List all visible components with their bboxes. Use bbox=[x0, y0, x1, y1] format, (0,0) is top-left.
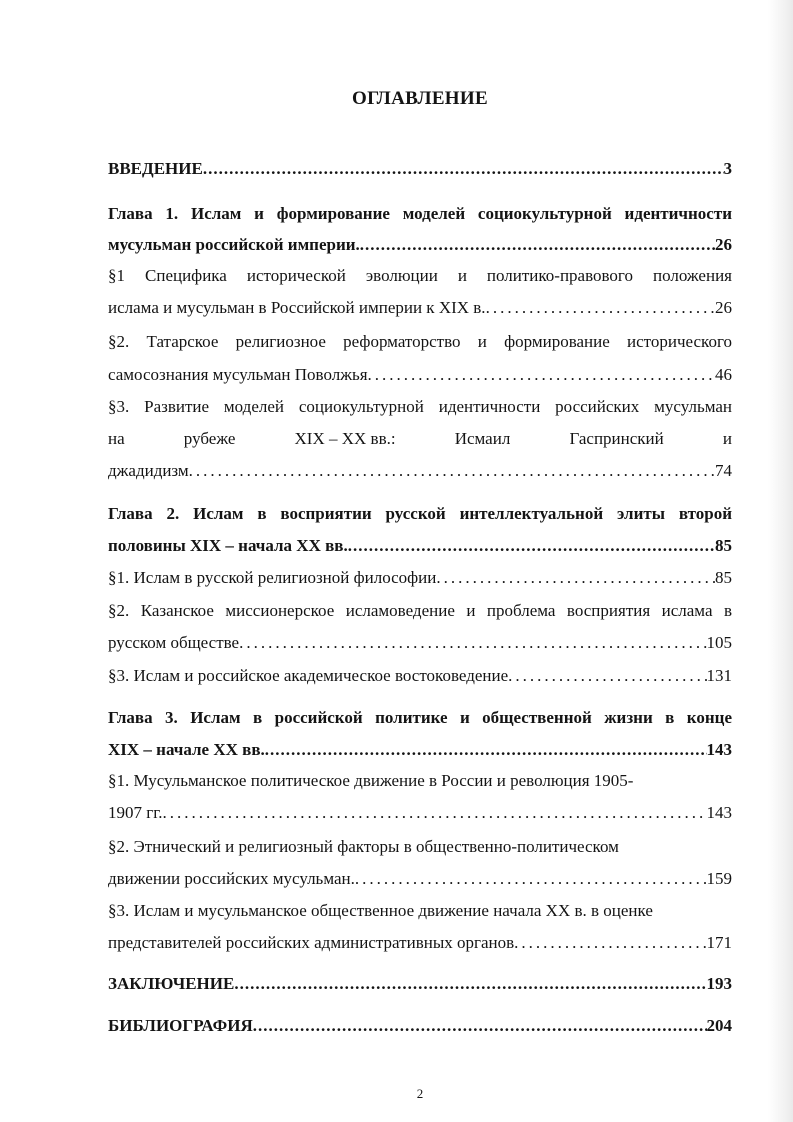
toc-section-2-2-title[interactable]: §2. Казанское миссионерское исламоведение и проблема восприятия ислама в bbox=[108, 601, 732, 620]
dot-leader bbox=[265, 738, 707, 762]
toc-entry-bibliography[interactable] bbox=[108, 1014, 732, 1038]
dot-leader bbox=[514, 931, 706, 955]
dot-leader bbox=[239, 631, 706, 655]
toc-entry-section-2-3[interactable] bbox=[108, 664, 732, 688]
toc-page-number: 26 bbox=[715, 235, 732, 254]
word: рубеже bbox=[183, 429, 236, 448]
dot-leader bbox=[163, 801, 707, 825]
toc-entry-label: самосознания мусульман Поволжья bbox=[108, 365, 368, 384]
word: и bbox=[722, 429, 732, 448]
dot-leader bbox=[348, 534, 715, 558]
word: Исмаил bbox=[454, 429, 511, 448]
toc-entry-introduction[interactable] bbox=[108, 157, 732, 181]
toc-entry-chapter-1[interactable] bbox=[108, 233, 732, 257]
toc-section-3-2-title[interactable]: §2. Этнический и религиозный факторы в общественно-политическом bbox=[108, 837, 619, 856]
dot-leader bbox=[508, 664, 706, 688]
toc-entry-section-3-3[interactable] bbox=[108, 931, 732, 955]
toc-entry-label: §1. Ислам в русской религиозной философии bbox=[108, 568, 437, 587]
scan-edge-shadow bbox=[768, 0, 793, 1122]
toc-entry-section-1-2[interactable] bbox=[108, 363, 732, 387]
toc-entry-section-2-2[interactable] bbox=[108, 631, 732, 655]
toc-entry-label: БИБЛИОГРАФИЯ bbox=[108, 1016, 253, 1035]
toc-entry-section-3-2[interactable] bbox=[108, 867, 732, 891]
toc-entry-label: русском обществе bbox=[108, 633, 240, 652]
toc-page-number: 105 bbox=[706, 633, 732, 652]
toc-page-number: 85 bbox=[715, 568, 732, 587]
toc-chapter-2-title[interactable]: Глава 2. Ислам в восприятии русской интеллектуальной элиты второй bbox=[108, 504, 732, 523]
toc-entry-label: ВВЕДЕНИЕ bbox=[108, 159, 203, 178]
toc-entry-label: ЗАКЛЮЧЕНИЕ bbox=[108, 974, 235, 993]
page-number: 2 bbox=[416, 1086, 424, 1101]
toc-entry-chapter-3[interactable] bbox=[108, 738, 732, 762]
toc-entry-section-3-1[interactable] bbox=[108, 801, 732, 825]
toc-entry-label: 1907 гг. bbox=[108, 803, 163, 822]
toc-entry-section-1-1[interactable] bbox=[108, 296, 732, 320]
toc-page-number: 143 bbox=[706, 803, 732, 822]
toc-page-number: 3 bbox=[723, 159, 732, 178]
dot-leader bbox=[234, 972, 706, 996]
toc-entry-label: половины XIX – начала XX вв. bbox=[108, 536, 348, 555]
toc-entry-label: мусульман российской империи. bbox=[108, 235, 360, 254]
toc-entry-section-2-1[interactable] bbox=[108, 566, 732, 590]
toc-page-number: 26 bbox=[715, 298, 732, 317]
toc-section-1-1-title[interactable]: §1 Специфика исторической эволюции и политико-правового положения bbox=[108, 266, 732, 285]
toc-page-number: 85 bbox=[715, 536, 732, 555]
toc-section-1-3-line-2[interactable] bbox=[108, 427, 732, 451]
word: XIX – XX вв.: bbox=[294, 429, 396, 448]
toc-page-number: 131 bbox=[706, 666, 732, 685]
toc-entry-label: джадидизм bbox=[108, 461, 189, 480]
toc-entry-chapter-2[interactable] bbox=[108, 534, 732, 558]
toc-entry-label: представителей российских административных органов bbox=[108, 933, 515, 952]
toc-page-number: 159 bbox=[706, 869, 732, 888]
dot-leader bbox=[355, 867, 707, 891]
dot-leader bbox=[486, 296, 715, 320]
toc-page-number: 46 bbox=[715, 365, 732, 384]
toc-page-number: 204 bbox=[706, 1016, 732, 1035]
toc-entry-label: §3. Ислам и российское академическое востоковедение bbox=[108, 666, 509, 685]
toc-chapter-1-title[interactable]: Глава 1. Ислам и формирование моделей социокультурной идентичности bbox=[108, 204, 732, 223]
toc-section-3-1-title[interactable]: §1. Мусульманское политическое движение в России и революция 1905- bbox=[108, 771, 634, 790]
toc-chapter-3-title[interactable]: Глава 3. Ислам в российской политике и общественной жизни в конце bbox=[108, 708, 732, 727]
word: Гаспринский bbox=[569, 429, 664, 448]
page-title: ОГЛАВЛЕНИЕ bbox=[352, 88, 488, 109]
toc-section-3-3-title[interactable]: §3. Ислам и мусульманское общественное движение начала XX в. в оценке bbox=[108, 901, 653, 920]
dot-leader bbox=[189, 459, 715, 483]
dot-leader bbox=[368, 363, 715, 387]
toc-page-number: 171 bbox=[706, 933, 732, 952]
toc-entry-conclusion[interactable] bbox=[108, 972, 732, 996]
toc-entry-label: ислама и мусульман в Российской империи к XIX в. bbox=[108, 298, 486, 317]
dot-leader bbox=[203, 157, 724, 181]
toc-section-1-3-title[interactable]: §3. Развитие моделей социокультурной идентичности российских мусульман bbox=[108, 397, 732, 416]
dot-leader bbox=[436, 566, 715, 590]
dot-leader bbox=[253, 1014, 707, 1038]
toc-page-number: 193 bbox=[706, 974, 732, 993]
dot-leader bbox=[360, 233, 715, 257]
toc-section-1-2-title[interactable]: §2. Татарское религиозное реформаторство и формирование исторического bbox=[108, 332, 732, 351]
word: на bbox=[108, 429, 125, 448]
toc-page-number: 143 bbox=[706, 740, 732, 759]
toc-entry-section-1-3[interactable] bbox=[108, 459, 732, 483]
toc-entry-label: XIX – начале XX вв. bbox=[108, 740, 265, 759]
toc-entry-label: движении российских мусульман. bbox=[108, 869, 355, 888]
toc-page-number: 74 bbox=[715, 461, 732, 480]
